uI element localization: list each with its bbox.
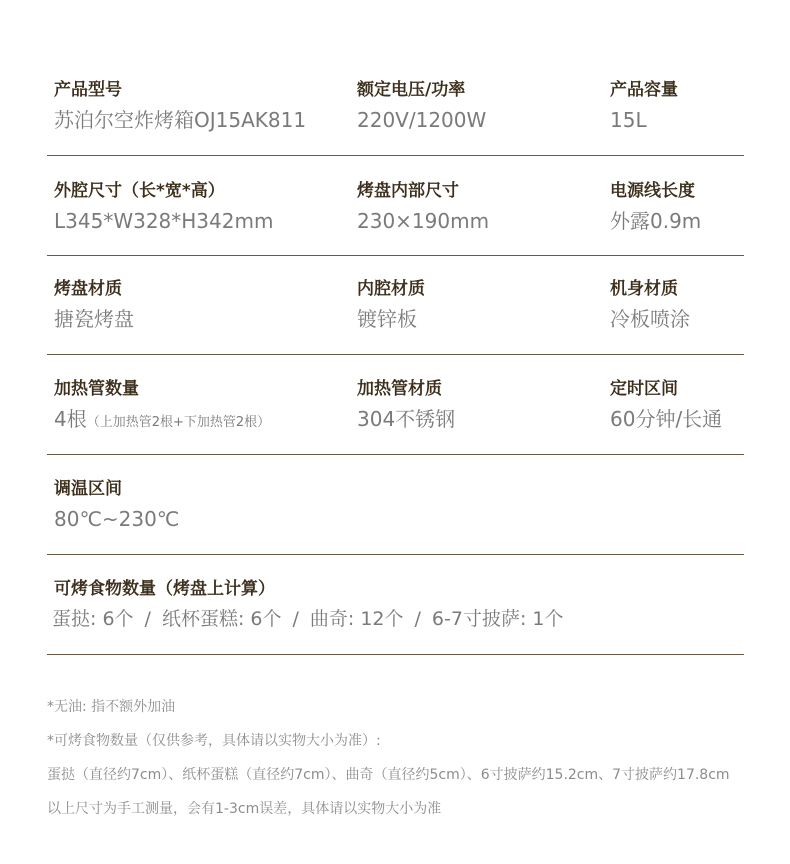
spec-row-1 bbox=[0, 80, 790, 180]
spec-row-5 bbox=[0, 479, 790, 579]
divider bbox=[47, 255, 744, 256]
food-separator: / bbox=[292, 608, 299, 630]
spec-label: 产品容量 bbox=[610, 80, 678, 100]
divider bbox=[47, 654, 744, 655]
divider bbox=[47, 354, 744, 355]
spec-label: 机身材质 bbox=[610, 279, 678, 299]
spec-row-2 bbox=[0, 181, 790, 281]
spec-label: 额定电压/功率 bbox=[357, 80, 466, 100]
footnote: 以上尺寸为手工测量，会有1-3cm误差，具体请以实物大小为准 bbox=[47, 801, 442, 817]
spec-label: 烤盘材质 bbox=[54, 279, 122, 299]
spec-value: 外露0.9m bbox=[610, 209, 702, 233]
spec-label: 烤盘内部尺寸 bbox=[357, 181, 459, 201]
divider bbox=[47, 554, 744, 555]
spec-value: 搪瓷烤盘 bbox=[54, 307, 134, 331]
spec-value: 304不锈钢 bbox=[357, 407, 456, 431]
food-item: 曲奇: 12个 bbox=[309, 608, 404, 630]
heater-count-number: 4根 bbox=[54, 407, 87, 431]
spec-label: 电源线长度 bbox=[610, 181, 695, 201]
spec-label: 可烤食物数量（烤盘上计算） bbox=[54, 579, 275, 599]
food-item: 6-7寸披萨: 1个 bbox=[431, 608, 564, 630]
spec-label: 加热管材质 bbox=[357, 379, 442, 399]
footnote: 蛋挞（直径约7cm）、纸杯蛋糕（直径约7cm）、曲奇（直径约5cm）、6寸披萨约15.2cm、7寸披萨约17.8cm bbox=[47, 767, 730, 783]
food-separator: / bbox=[414, 608, 421, 630]
spec-label: 内腔材质 bbox=[357, 279, 425, 299]
spec-row-3 bbox=[0, 279, 790, 379]
spec-label: 加热管数量 bbox=[54, 379, 139, 399]
spec-label: 定时区间 bbox=[610, 379, 678, 399]
footnote: *可烤食物数量（仅供参考，具体请以实物大小为准）: bbox=[47, 733, 381, 749]
spec-value: 镀锌板 bbox=[357, 307, 417, 331]
spec-value: 230×190mm bbox=[357, 209, 490, 233]
spec-value: 冷板喷涂 bbox=[610, 307, 690, 331]
food-item: 蛋挞: 6个 bbox=[52, 608, 134, 630]
food-item: 纸杯蛋糕: 6个 bbox=[161, 608, 282, 630]
spec-label: 外腔尺寸（长*宽*高） bbox=[54, 181, 225, 201]
spec-value: 220V/1200W bbox=[357, 108, 487, 132]
footnote: *无油: 指不额外加油 bbox=[47, 699, 176, 715]
divider bbox=[47, 155, 744, 156]
spec-value: 60分钟/长通 bbox=[610, 407, 723, 431]
heater-count-note: （上加热管2根+下加热管2根） bbox=[86, 415, 271, 430]
spec-row-4 bbox=[0, 379, 790, 479]
spec-value: 15L bbox=[610, 108, 647, 132]
food-capacity-list bbox=[52, 606, 563, 632]
spec-value bbox=[54, 406, 270, 436]
food-separator: / bbox=[144, 608, 151, 630]
spec-value: 苏泊尔空炸烤箱OJ15AK811 bbox=[54, 108, 307, 132]
divider bbox=[47, 454, 744, 455]
spec-value: L345*W328*H342mm bbox=[54, 209, 274, 233]
footnotes bbox=[47, 697, 767, 833]
spec-label: 调温区间 bbox=[54, 479, 122, 499]
spec-label: 产品型号 bbox=[54, 80, 122, 100]
spec-value: 80℃~230℃ bbox=[54, 507, 180, 531]
spec-row-6 bbox=[0, 579, 790, 679]
